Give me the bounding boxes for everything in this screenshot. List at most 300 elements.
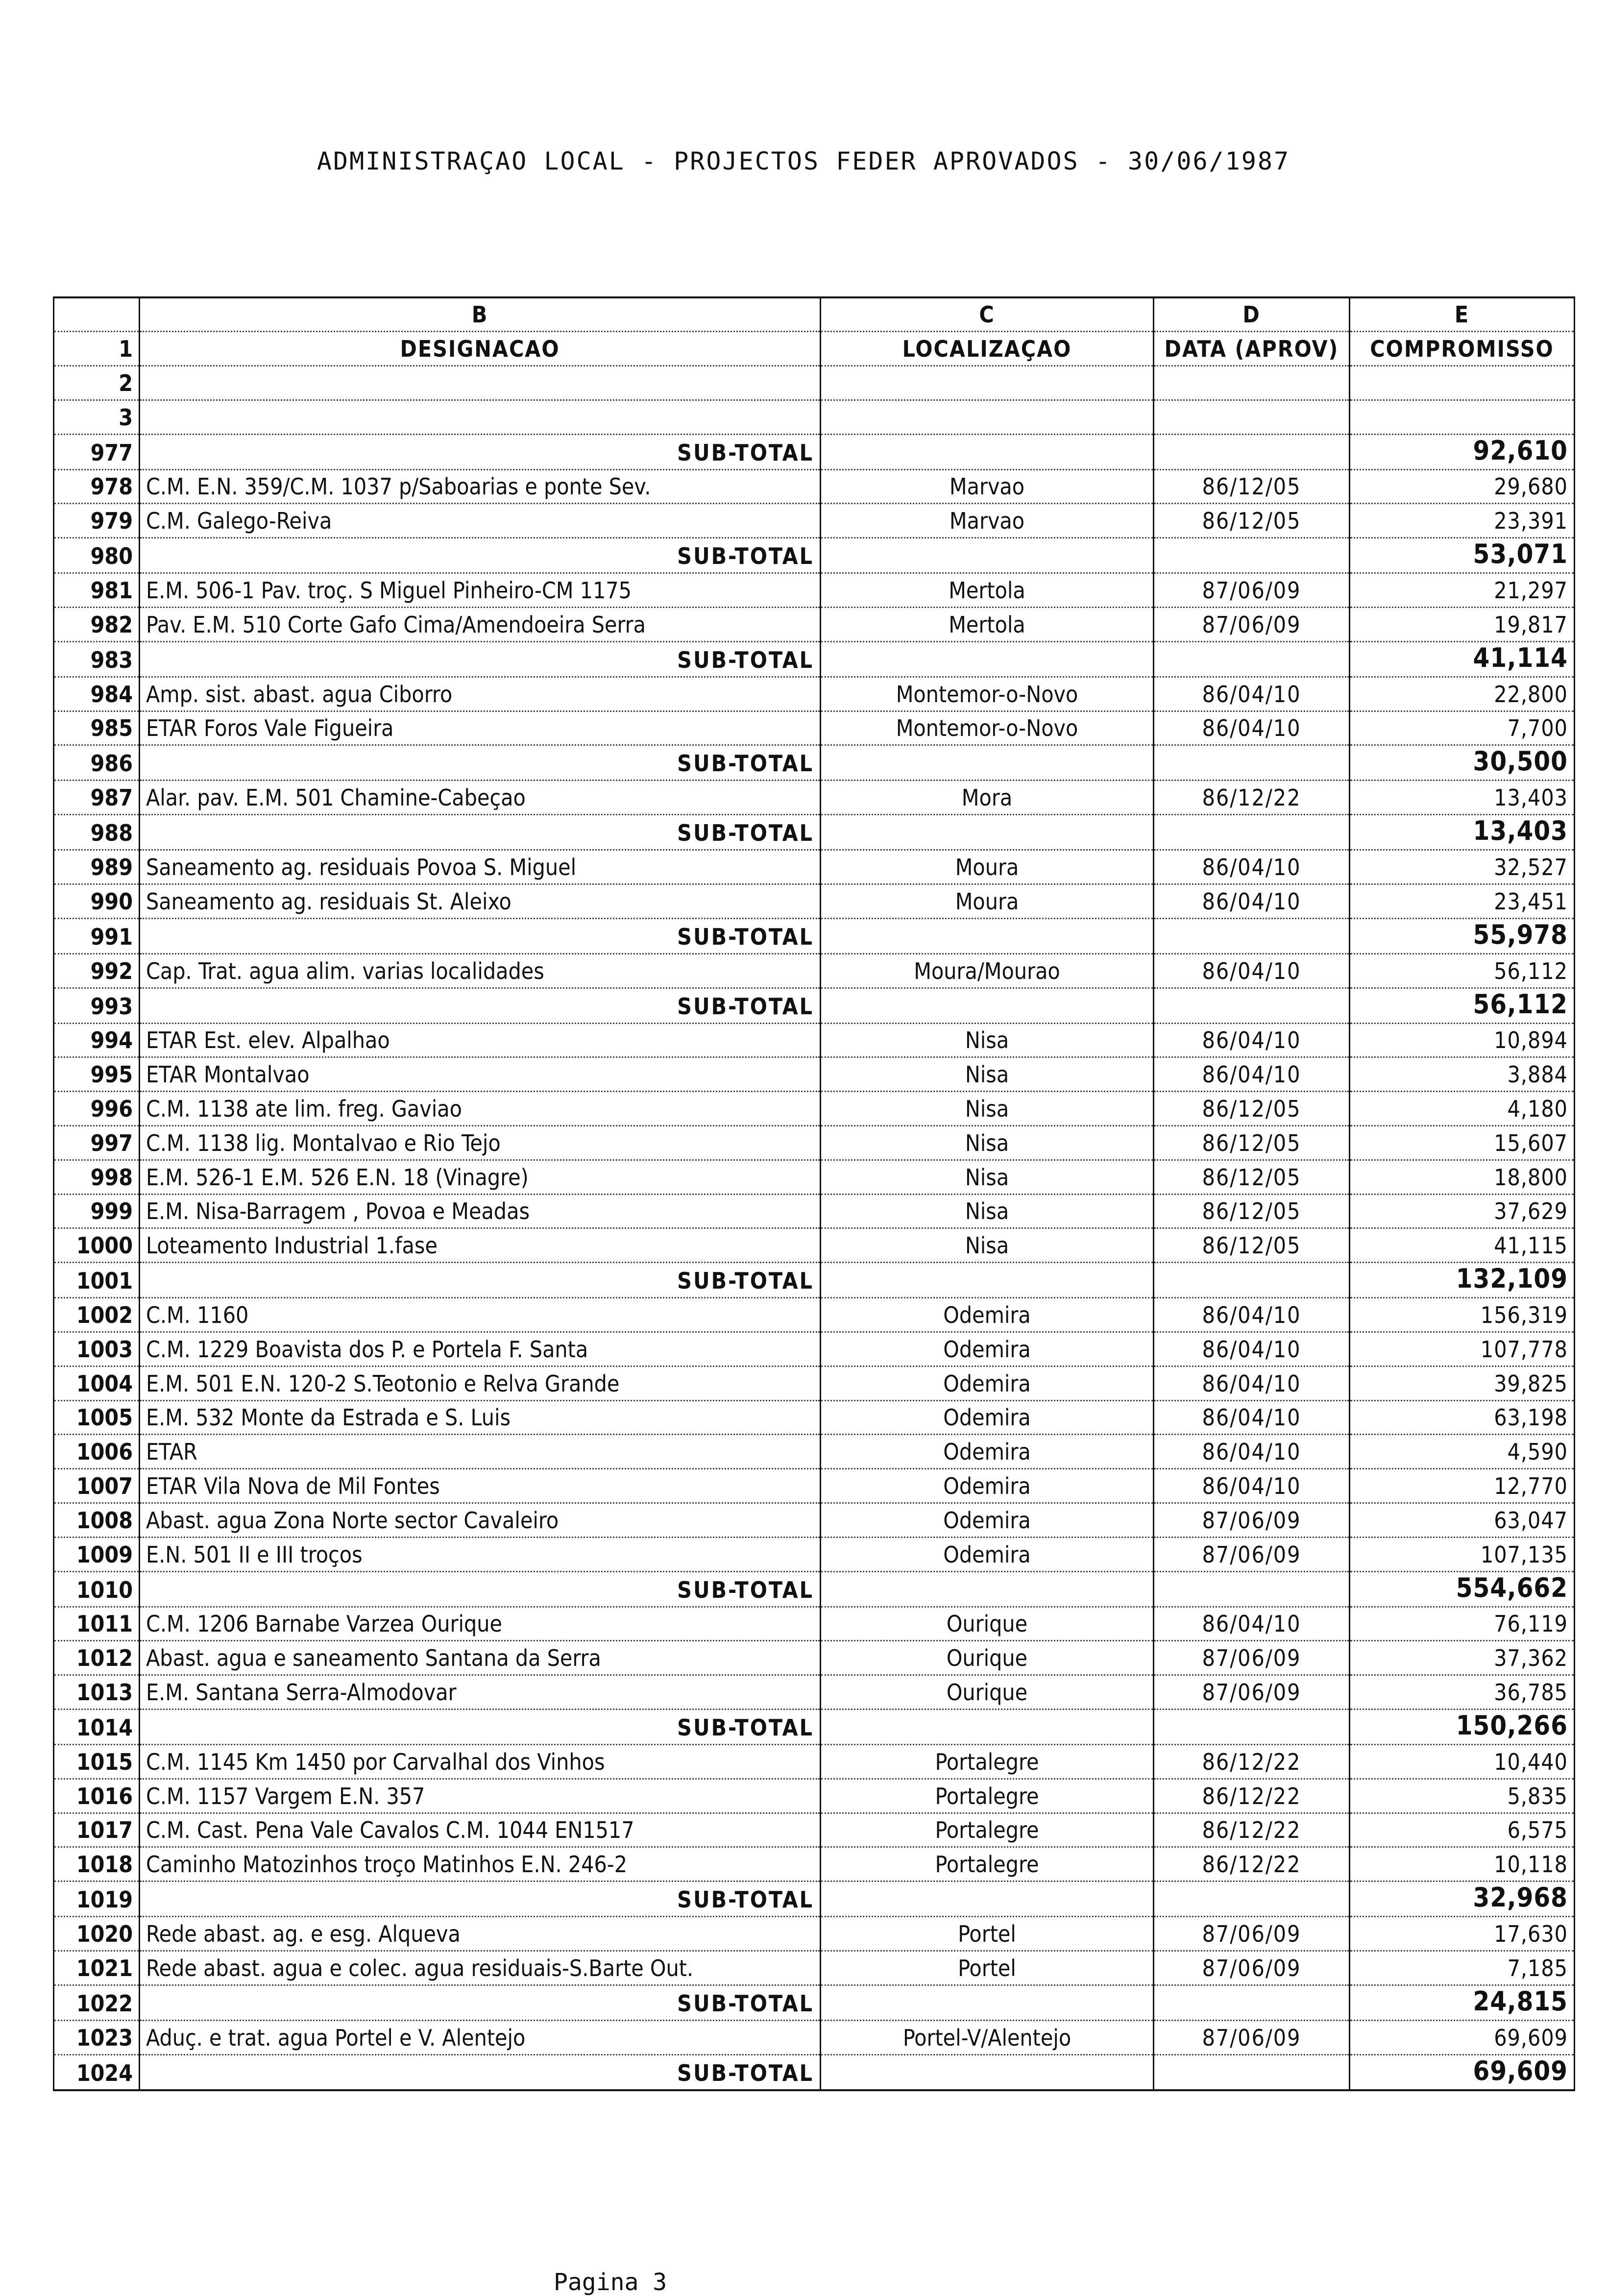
approval-date-cell: 86/04/10	[1154, 884, 1350, 919]
approval-date-cell	[1154, 1571, 1350, 1607]
commitment-cell: 22,800	[1350, 677, 1575, 711]
designation-cell: ETAR Vila Nova de Mil Fontes	[140, 1469, 821, 1503]
row-number: 984	[54, 677, 140, 711]
column-header-c: C	[821, 297, 1154, 332]
row-number: 997	[54, 1126, 140, 1160]
commitment-cell: 13,403	[1350, 781, 1575, 815]
location-cell	[821, 988, 1154, 1023]
subtotal-value: 30,500	[1350, 745, 1575, 781]
location-cell: Portel	[821, 1951, 1154, 1985]
column-header-b: B	[140, 297, 821, 332]
commitment-cell: 76,119	[1350, 1607, 1575, 1641]
row-number: 2	[54, 366, 140, 400]
subtotal-value: 56,112	[1350, 988, 1575, 1023]
commitment-cell: 4,180	[1350, 1092, 1575, 1126]
location-cell	[821, 538, 1154, 573]
approval-date-cell: 86/12/05	[1154, 1228, 1350, 1263]
table-row	[54, 2020, 1575, 2054]
table-row	[54, 1228, 1575, 1263]
approval-date-cell: 87/06/09	[1154, 2020, 1350, 2054]
table-row	[54, 1332, 1575, 1367]
row-number: 1024	[54, 2054, 140, 2090]
commitment-cell: 39,825	[1350, 1366, 1575, 1400]
location-cell: Montemor-o-Novo	[821, 711, 1154, 745]
table-row	[54, 1435, 1575, 1469]
location-cell: Odemira	[821, 1298, 1154, 1332]
row-number: 1004	[54, 1366, 140, 1400]
commitment-cell: 63,198	[1350, 1400, 1575, 1435]
location-cell: Odemira	[821, 1435, 1154, 1469]
row-number: 1003	[54, 1332, 140, 1367]
row-number: 1009	[54, 1537, 140, 1571]
subtotal-value: 32,968	[1350, 1881, 1575, 1917]
location-cell: Odemira	[821, 1332, 1154, 1367]
designation-cell: C.M. 1206 Barnabe Varzea Ourique	[140, 1607, 821, 1641]
row-number: 991	[54, 918, 140, 953]
subtotal-row	[54, 815, 1575, 850]
row-number: 994	[54, 1023, 140, 1057]
commitment-cell: 56,112	[1350, 953, 1575, 988]
table-row	[54, 1400, 1575, 1435]
commitment-cell: 23,451	[1350, 884, 1575, 919]
location-cell	[821, 918, 1154, 953]
column-header-d	[1154, 400, 1350, 434]
row-number: 1017	[54, 1813, 140, 1847]
location-cell: Nisa	[821, 1228, 1154, 1263]
approval-date-cell	[1154, 1985, 1350, 2020]
designation-cell: E.M. 506-1 Pav. troç. S Miguel Pinheiro-CM 1175	[140, 573, 821, 608]
designation-cell: Caminho Matozinhos troço Matinhos E.N. 246-2	[140, 1847, 821, 1881]
table-row	[54, 1779, 1575, 1813]
row-number: 1006	[54, 1435, 140, 1469]
designation-cell: E.M. 526-1 E.M. 526 E.N. 18 (Vinagre)	[140, 1160, 821, 1194]
location-cell	[821, 1881, 1154, 1917]
approval-date-cell: 86/04/10	[1154, 1366, 1350, 1400]
row-number: 987	[54, 781, 140, 815]
location-cell	[821, 434, 1154, 469]
location-cell: Portalegre	[821, 1813, 1154, 1847]
designation-cell: C.M. 1138 lig. Montalvao e Rio Tejo	[140, 1126, 821, 1160]
subtotal-value: 554,662	[1350, 1571, 1575, 1607]
approval-date-cell: 86/04/10	[1154, 1298, 1350, 1332]
designation-cell: E.M. 501 E.N. 120-2 S.Teotonio e Relva Grande	[140, 1366, 821, 1400]
designation-cell: Alar. pav. E.M. 501 Chamine-Cabeçao	[140, 781, 821, 815]
subtotal-row	[54, 1571, 1575, 1607]
approval-date-cell	[1154, 434, 1350, 469]
location-cell: Odemira	[821, 1503, 1154, 1538]
column-header-d: D	[1154, 297, 1350, 332]
location-cell	[821, 2054, 1154, 2090]
row-number: 1018	[54, 1847, 140, 1881]
approval-date-cell	[1154, 2054, 1350, 2090]
location-cell: Nisa	[821, 1126, 1154, 1160]
table-row	[54, 469, 1575, 504]
table-row	[54, 1745, 1575, 1779]
commitment-cell: 107,778	[1350, 1332, 1575, 1367]
approval-date-cell: 87/06/09	[1154, 1917, 1350, 1951]
designation-cell: Abast. agua e saneamento Santana da Serra	[140, 1641, 821, 1675]
table-row	[54, 1537, 1575, 1571]
location-cell: Moura	[821, 850, 1154, 884]
row-number: 1001	[54, 1263, 140, 1298]
approval-date-cell: 86/04/10	[1154, 1057, 1350, 1092]
approval-date-cell: 86/04/10	[1154, 1332, 1350, 1367]
table-row	[54, 677, 1575, 711]
approval-date-cell: 87/06/09	[1154, 1675, 1350, 1710]
location-cell: Nisa	[821, 1092, 1154, 1126]
subtotal-label: SUB-TOTAL	[140, 1263, 821, 1298]
subtotal-row	[54, 1263, 1575, 1298]
designation-cell: Pav. E.M. 510 Corte Gafo Cima/Amendoeira Serra	[140, 608, 821, 642]
subtotal-row	[54, 988, 1575, 1023]
row-number: 1016	[54, 1779, 140, 1813]
table-row	[54, 1503, 1575, 1538]
commitment-cell: 7,185	[1350, 1951, 1575, 1985]
column-header-b	[140, 400, 821, 434]
row-number: 982	[54, 608, 140, 642]
approval-date-cell: 86/04/10	[1154, 953, 1350, 988]
designation-cell: C.M. 1157 Vargem E.N. 357	[140, 1779, 821, 1813]
row-number: 996	[54, 1092, 140, 1126]
location-cell: Portel-V/Alentejo	[821, 2020, 1154, 2054]
location-cell: Nisa	[821, 1194, 1154, 1228]
approval-date-cell	[1154, 1881, 1350, 1917]
approval-date-cell	[1154, 538, 1350, 573]
commitment-cell: 21,297	[1350, 573, 1575, 608]
commitment-cell: 156,319	[1350, 1298, 1575, 1332]
approval-date-cell: 86/04/10	[1154, 1607, 1350, 1641]
location-cell	[821, 1985, 1154, 2020]
row-number: 1019	[54, 1881, 140, 1917]
approval-date-cell: 86/12/22	[1154, 1847, 1350, 1881]
subtotal-label: SUB-TOTAL	[140, 641, 821, 677]
row-number: 1014	[54, 1710, 140, 1745]
row-number: 1	[54, 332, 140, 366]
location-cell: Portalegre	[821, 1779, 1154, 1813]
table-row	[54, 1366, 1575, 1400]
approval-date-cell: 87/06/09	[1154, 1951, 1350, 1985]
subtotal-label: SUB-TOTAL	[140, 815, 821, 850]
location-cell: Ourique	[821, 1607, 1154, 1641]
row-number: 977	[54, 434, 140, 469]
column-header-e: E	[1350, 297, 1575, 332]
row-number: 3	[54, 400, 140, 434]
location-cell: Mora	[821, 781, 1154, 815]
table-row	[54, 608, 1575, 642]
table-row	[54, 1641, 1575, 1675]
row-number: 978	[54, 469, 140, 504]
table-row	[54, 573, 1575, 608]
designation-cell: C.M. 1160	[140, 1298, 821, 1332]
subtotal-label: SUB-TOTAL	[140, 2054, 821, 2090]
row-number: 980	[54, 538, 140, 573]
commitment-cell: 4,590	[1350, 1435, 1575, 1469]
row-number: 1008	[54, 1503, 140, 1538]
approval-date-cell: 87/06/09	[1154, 1641, 1350, 1675]
designation-cell: Abast. agua Zona Norte sector Cavaleiro	[140, 1503, 821, 1538]
location-cell: Ourique	[821, 1641, 1154, 1675]
subtotal-row	[54, 538, 1575, 573]
subtotal-label: SUB-TOTAL	[140, 1571, 821, 1607]
row-number: 1010	[54, 1571, 140, 1607]
commitment-cell: 15,607	[1350, 1126, 1575, 1160]
table-row	[54, 884, 1575, 919]
location-cell: Odemira	[821, 1400, 1154, 1435]
subtotal-label: SUB-TOTAL	[140, 745, 821, 781]
row-number: 1013	[54, 1675, 140, 1710]
designation-cell: Rede abast. agua e colec. agua residuais-S.Barte Out.	[140, 1951, 821, 1985]
designation-cell: C.M. 1145 Km 1450 por Carvalhal dos Vinhos	[140, 1745, 821, 1779]
commitment-cell: 37,362	[1350, 1641, 1575, 1675]
header-row	[54, 366, 1575, 400]
row-number: 1005	[54, 1400, 140, 1435]
commitment-cell: 7,700	[1350, 711, 1575, 745]
approval-date-cell: 86/12/05	[1154, 1126, 1350, 1160]
table-row	[54, 1847, 1575, 1881]
location-cell: Portalegre	[821, 1847, 1154, 1881]
subtotal-value: 41,114	[1350, 641, 1575, 677]
table-row	[54, 1194, 1575, 1228]
approval-date-cell: 86/12/22	[1154, 1745, 1350, 1779]
commitment-cell: 5,835	[1350, 1779, 1575, 1813]
header-row	[54, 332, 1575, 366]
designation-cell: ETAR	[140, 1435, 821, 1469]
designation-cell: ETAR Est. elev. Alpalhao	[140, 1023, 821, 1057]
subtotal-value: 13,403	[1350, 815, 1575, 850]
commitment-cell: 10,894	[1350, 1023, 1575, 1057]
row-number: 1007	[54, 1469, 140, 1503]
location-cell	[821, 641, 1154, 677]
approval-date-cell: 86/04/10	[1154, 850, 1350, 884]
table-row	[54, 1126, 1575, 1160]
location-cell: Nisa	[821, 1160, 1154, 1194]
designation-cell: C.M. E.N. 359/C.M. 1037 p/Saboarias e ponte Sev.	[140, 469, 821, 504]
subtotal-label: SUB-TOTAL	[140, 988, 821, 1023]
row-number: 1021	[54, 1951, 140, 1985]
approval-date-cell	[1154, 918, 1350, 953]
location-cell: Odemira	[821, 1537, 1154, 1571]
location-cell: Mertola	[821, 608, 1154, 642]
approval-date-cell: 86/04/10	[1154, 1469, 1350, 1503]
row-number: 989	[54, 850, 140, 884]
location-cell: Marvao	[821, 469, 1154, 504]
designation-cell: ETAR Foros Vale Figueira	[140, 711, 821, 745]
row-number: 1022	[54, 1985, 140, 2020]
subtotal-row	[54, 1710, 1575, 1745]
commitment-cell: 29,680	[1350, 469, 1575, 504]
approval-date-cell	[1154, 988, 1350, 1023]
row-number: 995	[54, 1057, 140, 1092]
row-number: 1020	[54, 1917, 140, 1951]
approval-date-cell: 86/04/10	[1154, 1435, 1350, 1469]
subtotal-value: 24,815	[1350, 1985, 1575, 2020]
table-row	[54, 1469, 1575, 1503]
column-header-e	[1350, 400, 1575, 434]
approval-date-cell: 86/04/10	[1154, 677, 1350, 711]
commitment-cell: 36,785	[1350, 1675, 1575, 1710]
commitment-cell: 41,115	[1350, 1228, 1575, 1263]
column-header-e	[1350, 366, 1575, 400]
commitment-cell: 19,817	[1350, 608, 1575, 642]
table-row	[54, 711, 1575, 745]
table-row	[54, 1917, 1575, 1951]
table-row	[54, 953, 1575, 988]
row-number: 998	[54, 1160, 140, 1194]
row-number: 981	[54, 573, 140, 608]
designation-cell: Amp. sist. abast. agua Ciborro	[140, 677, 821, 711]
subtotal-row	[54, 918, 1575, 953]
row-number	[54, 297, 140, 332]
commitment-cell: 63,047	[1350, 1503, 1575, 1538]
column-header-e: COMPROMISSO	[1350, 332, 1575, 366]
designation-cell: Saneamento ag. residuais Povoa S. Miguel	[140, 850, 821, 884]
approval-date-cell: 86/04/10	[1154, 1400, 1350, 1435]
commitment-cell: 6,575	[1350, 1813, 1575, 1847]
subtotal-label: SUB-TOTAL	[140, 1881, 821, 1917]
approval-date-cell	[1154, 745, 1350, 781]
location-cell: Odemira	[821, 1469, 1154, 1503]
designation-cell: Rede abast. ag. e esg. Alqueva	[140, 1917, 821, 1951]
designation-cell: C.M. 1138 ate lim. freg. Gaviao	[140, 1092, 821, 1126]
designation-cell: E.M. Santana Serra-Almodovar	[140, 1675, 821, 1710]
subtotal-value: 132,109	[1350, 1263, 1575, 1298]
subtotal-value: 150,266	[1350, 1710, 1575, 1745]
location-cell: Moura	[821, 884, 1154, 919]
subtotal-label: SUB-TOTAL	[140, 1710, 821, 1745]
approval-date-cell	[1154, 1710, 1350, 1745]
commitment-cell: 3,884	[1350, 1057, 1575, 1092]
subtotal-row	[54, 2054, 1575, 2090]
approval-date-cell: 87/06/09	[1154, 1503, 1350, 1538]
subtotal-value: 92,610	[1350, 434, 1575, 469]
table-row	[54, 781, 1575, 815]
header-row	[54, 400, 1575, 434]
row-number: 986	[54, 745, 140, 781]
approval-date-cell	[1154, 1263, 1350, 1298]
column-header-b	[140, 366, 821, 400]
approval-date-cell: 86/12/05	[1154, 1092, 1350, 1126]
approval-date-cell	[1154, 641, 1350, 677]
subtotal-row	[54, 1985, 1575, 2020]
column-header-b: DESIGNACAO	[140, 332, 821, 366]
commitment-cell: 23,391	[1350, 504, 1575, 538]
designation-cell: Saneamento ag. residuais St. Aleixo	[140, 884, 821, 919]
column-header-c: LOCALIZAÇAO	[821, 332, 1154, 366]
column-header-d	[1154, 366, 1350, 400]
location-cell	[821, 1571, 1154, 1607]
row-number: 1023	[54, 2020, 140, 2054]
row-number: 993	[54, 988, 140, 1023]
row-number: 985	[54, 711, 140, 745]
commitment-cell: 32,527	[1350, 850, 1575, 884]
row-number: 988	[54, 815, 140, 850]
designation-cell: E.N. 501 II e III troços	[140, 1537, 821, 1571]
page-number: Pagina 3	[554, 2269, 667, 2296]
row-number: 992	[54, 953, 140, 988]
subtotal-label: SUB-TOTAL	[140, 918, 821, 953]
subtotal-label: SUB-TOTAL	[140, 538, 821, 573]
designation-cell: E.M. Nisa-Barragem , Povoa e Meadas	[140, 1194, 821, 1228]
table-row	[54, 1023, 1575, 1057]
document-title: ADMINISTRAÇAO LOCAL - PROJECTOS FEDER APROVADOS - 30/06/1987	[317, 147, 1290, 175]
approval-date-cell: 86/12/05	[1154, 504, 1350, 538]
commitment-cell: 10,118	[1350, 1847, 1575, 1881]
row-number: 1012	[54, 1641, 140, 1675]
row-number: 999	[54, 1194, 140, 1228]
designation-cell: Aduç. e trat. agua Portel e V. Alentejo	[140, 2020, 821, 2054]
table-row	[54, 1675, 1575, 1710]
approval-date-cell: 86/12/22	[1154, 1813, 1350, 1847]
subtotal-label: SUB-TOTAL	[140, 1985, 821, 2020]
location-cell: Odemira	[821, 1366, 1154, 1400]
approval-date-cell: 86/12/22	[1154, 781, 1350, 815]
approval-date-cell: 86/04/10	[1154, 711, 1350, 745]
header-row	[54, 297, 1575, 332]
subtotal-label: SUB-TOTAL	[140, 434, 821, 469]
designation-cell: C.M. Galego-Reiva	[140, 504, 821, 538]
commitment-cell: 12,770	[1350, 1469, 1575, 1503]
commitment-cell: 107,135	[1350, 1537, 1575, 1571]
location-cell: Nisa	[821, 1023, 1154, 1057]
row-number: 1000	[54, 1228, 140, 1263]
table-row	[54, 1057, 1575, 1092]
table-row	[54, 850, 1575, 884]
location-cell	[821, 1710, 1154, 1745]
approval-date-cell	[1154, 815, 1350, 850]
location-cell	[821, 1263, 1154, 1298]
row-number: 1011	[54, 1607, 140, 1641]
commitment-cell: 18,800	[1350, 1160, 1575, 1194]
column-header-d: DATA (APROV)	[1154, 332, 1350, 366]
designation-cell: E.M. 532 Monte da Estrada e S. Luis	[140, 1400, 821, 1435]
subtotal-row	[54, 745, 1575, 781]
table-row	[54, 1160, 1575, 1194]
table-row	[54, 1607, 1575, 1641]
commitment-cell: 10,440	[1350, 1745, 1575, 1779]
commitment-cell: 69,609	[1350, 2020, 1575, 2054]
approval-date-cell: 86/04/10	[1154, 1023, 1350, 1057]
subtotal-value: 69,609	[1350, 2054, 1575, 2090]
location-cell	[821, 745, 1154, 781]
location-cell: Moura/Mourao	[821, 953, 1154, 988]
approval-date-cell: 87/06/09	[1154, 573, 1350, 608]
location-cell: Portel	[821, 1917, 1154, 1951]
location-cell: Portalegre	[821, 1745, 1154, 1779]
designation-cell: ETAR Montalvao	[140, 1057, 821, 1092]
row-number: 1002	[54, 1298, 140, 1332]
table-row	[54, 1298, 1575, 1332]
subtotal-row	[54, 641, 1575, 677]
approval-date-cell: 86/12/05	[1154, 469, 1350, 504]
table-row	[54, 504, 1575, 538]
column-header-c	[821, 366, 1154, 400]
designation-cell: Loteamento Industrial 1.fase	[140, 1228, 821, 1263]
commitment-cell: 37,629	[1350, 1194, 1575, 1228]
subtotal-value: 55,978	[1350, 918, 1575, 953]
subtotal-row	[54, 434, 1575, 469]
location-cell: Nisa	[821, 1057, 1154, 1092]
location-cell: Montemor-o-Novo	[821, 677, 1154, 711]
row-number: 990	[54, 884, 140, 919]
column-header-c	[821, 400, 1154, 434]
designation-cell: C.M. Cast. Pena Vale Cavalos C.M. 1044 EN1517	[140, 1813, 821, 1847]
location-cell: Marvao	[821, 504, 1154, 538]
table-row	[54, 1092, 1575, 1126]
approval-date-cell: 86/12/05	[1154, 1194, 1350, 1228]
commitment-cell: 17,630	[1350, 1917, 1575, 1951]
row-number: 979	[54, 504, 140, 538]
designation-cell: C.M. 1229 Boavista dos P. e Portela F. Santa	[140, 1332, 821, 1367]
